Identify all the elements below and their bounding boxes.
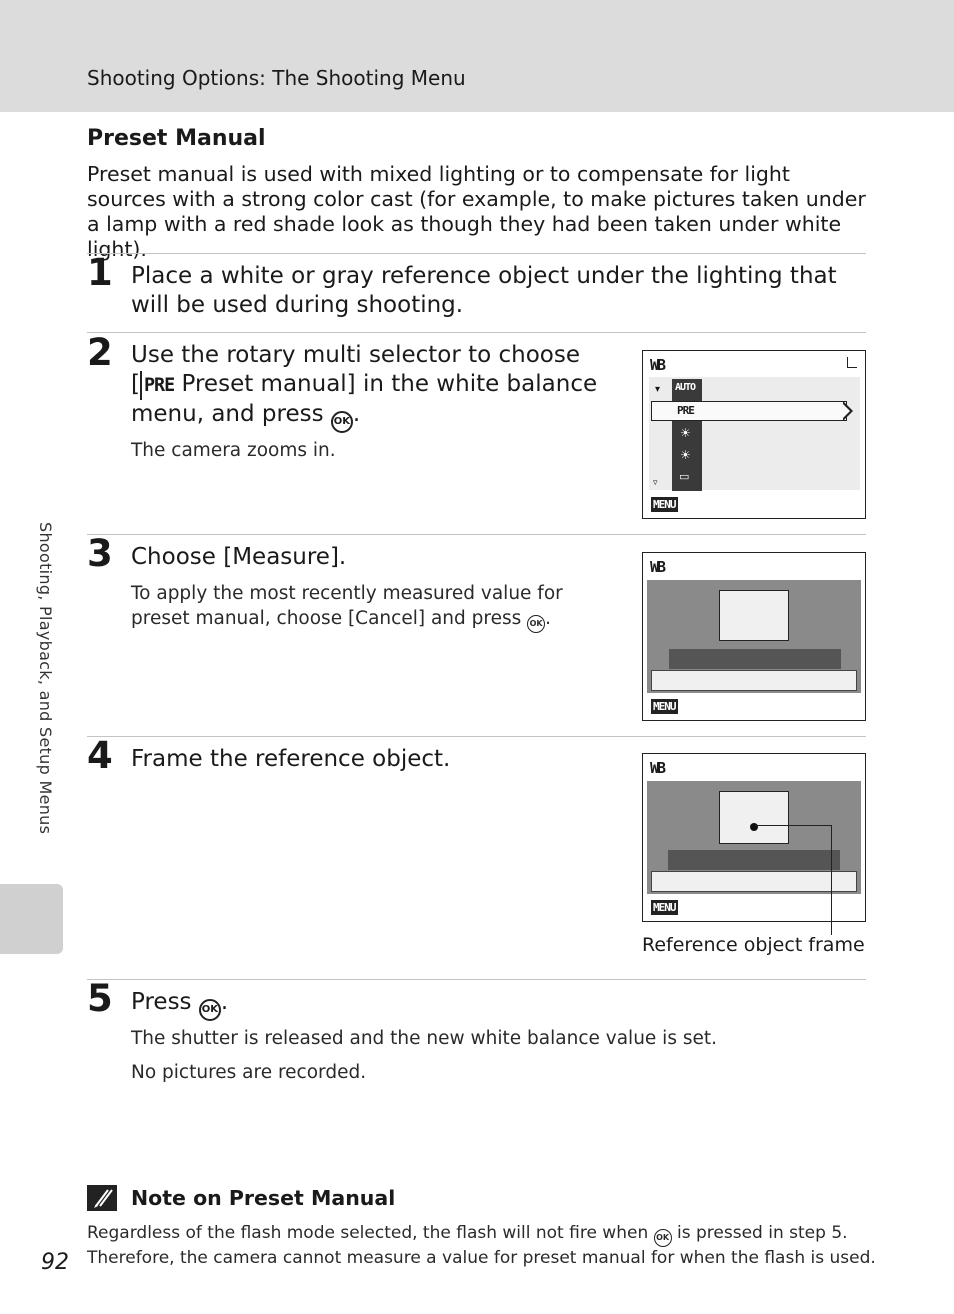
selection-arrow-fill [842, 403, 850, 419]
reference-frame [719, 590, 789, 641]
divider [87, 534, 866, 535]
step-heading: Place a white or gray reference object under the lighting that will be used during shooting. [131, 263, 837, 318]
intro-paragraph: Preset manual is used with mixed lighting or to compensate for light sources with a strong color cast (for example, to make pictures taken under a lamp with a red shade look as though they had been taken under white light). [87, 162, 866, 261]
auto-wb-icon: AUTO [675, 382, 696, 393]
scroll-up-icon: ▾ [655, 384, 661, 395]
heading-line: Use the rotary multi selector to choose [131, 342, 581, 368]
header-band [0, 0, 954, 112]
divider [87, 736, 866, 737]
step-number: 5 [87, 977, 113, 1020]
camera-screen-wb-menu [642, 350, 866, 519]
figure-caption: Reference object frame [642, 934, 865, 956]
divider [87, 979, 866, 980]
option-bar [651, 670, 857, 691]
callout-leader-line [755, 825, 832, 935]
side-tab-label: Shooting, Playback, and Setup Menus [36, 522, 55, 835]
bracket: [ [131, 371, 140, 397]
note-text: is pressed in step 5. Therefore, the camera cannot measure a value for preset manual for when the flash is used. [87, 1223, 876, 1268]
fluorescent-icon: ▭ [679, 470, 690, 483]
ok-button-icon: OK [654, 1229, 672, 1247]
step-body: The camera zooms in. [131, 440, 336, 461]
preset-manual-icon: PRE [140, 371, 174, 400]
menu-button-icon: MENU [653, 700, 676, 713]
period: . [352, 401, 361, 427]
wb-icon: WB [650, 759, 665, 777]
heading-line: menu, and press [131, 401, 324, 427]
section-title: Preset Manual [87, 126, 266, 151]
scroll-down-icon: ▿ [653, 478, 658, 488]
step-heading [131, 341, 621, 433]
preset-manual-icon: PRE [677, 404, 694, 417]
wb-icon: WB [650, 356, 665, 374]
body-text: To apply the most recently measured value for preset manual, choose [Cancel] and press [131, 583, 563, 629]
wb-icon: WB [650, 558, 665, 576]
heading-line: Preset manual] in the white balance [174, 371, 598, 397]
note-title: Note on Preset Manual [131, 1186, 396, 1210]
camera-screen-framing [642, 753, 866, 922]
memory-icon [847, 357, 857, 368]
menu-button-icon: MENU [653, 901, 676, 914]
note-text: Regardless of the flash mode selected, the flash will not fire when [87, 1223, 649, 1243]
heading-text: Press [131, 989, 192, 1015]
period: . [545, 608, 552, 629]
menu-button-icon: MENU [653, 498, 676, 511]
ok-button-icon: OK [331, 411, 353, 433]
step-number: 3 [87, 532, 113, 575]
period: . [220, 989, 229, 1015]
step-body: The shutter is released and the new white balance value is set. [131, 1028, 717, 1049]
side-tab [0, 884, 63, 954]
divider [87, 332, 866, 333]
note-pencil-icon [87, 1185, 117, 1211]
dark-strip [669, 649, 841, 669]
step-heading: Frame the reference object. [131, 746, 451, 772]
step-heading: Choose [Measure]. [131, 544, 347, 570]
running-header: Shooting Options: The Shooting Menu [87, 66, 466, 90]
page-number: 92 [41, 1250, 69, 1275]
daylight-icon: ☀ [680, 426, 691, 440]
note-body [87, 1222, 877, 1269]
step-number: 1 [87, 251, 113, 294]
step-body: No pictures are recorded. [131, 1062, 367, 1083]
step-heading [131, 988, 228, 1021]
incandescent-icon: ☀ [680, 448, 691, 462]
ok-button-icon: OK [527, 615, 545, 633]
step-number: 2 [87, 331, 113, 374]
step-body [131, 581, 621, 633]
divider [87, 253, 866, 254]
camera-screen-measure [642, 552, 866, 721]
step-number: 4 [87, 734, 113, 777]
ok-button-icon: OK [199, 999, 221, 1021]
